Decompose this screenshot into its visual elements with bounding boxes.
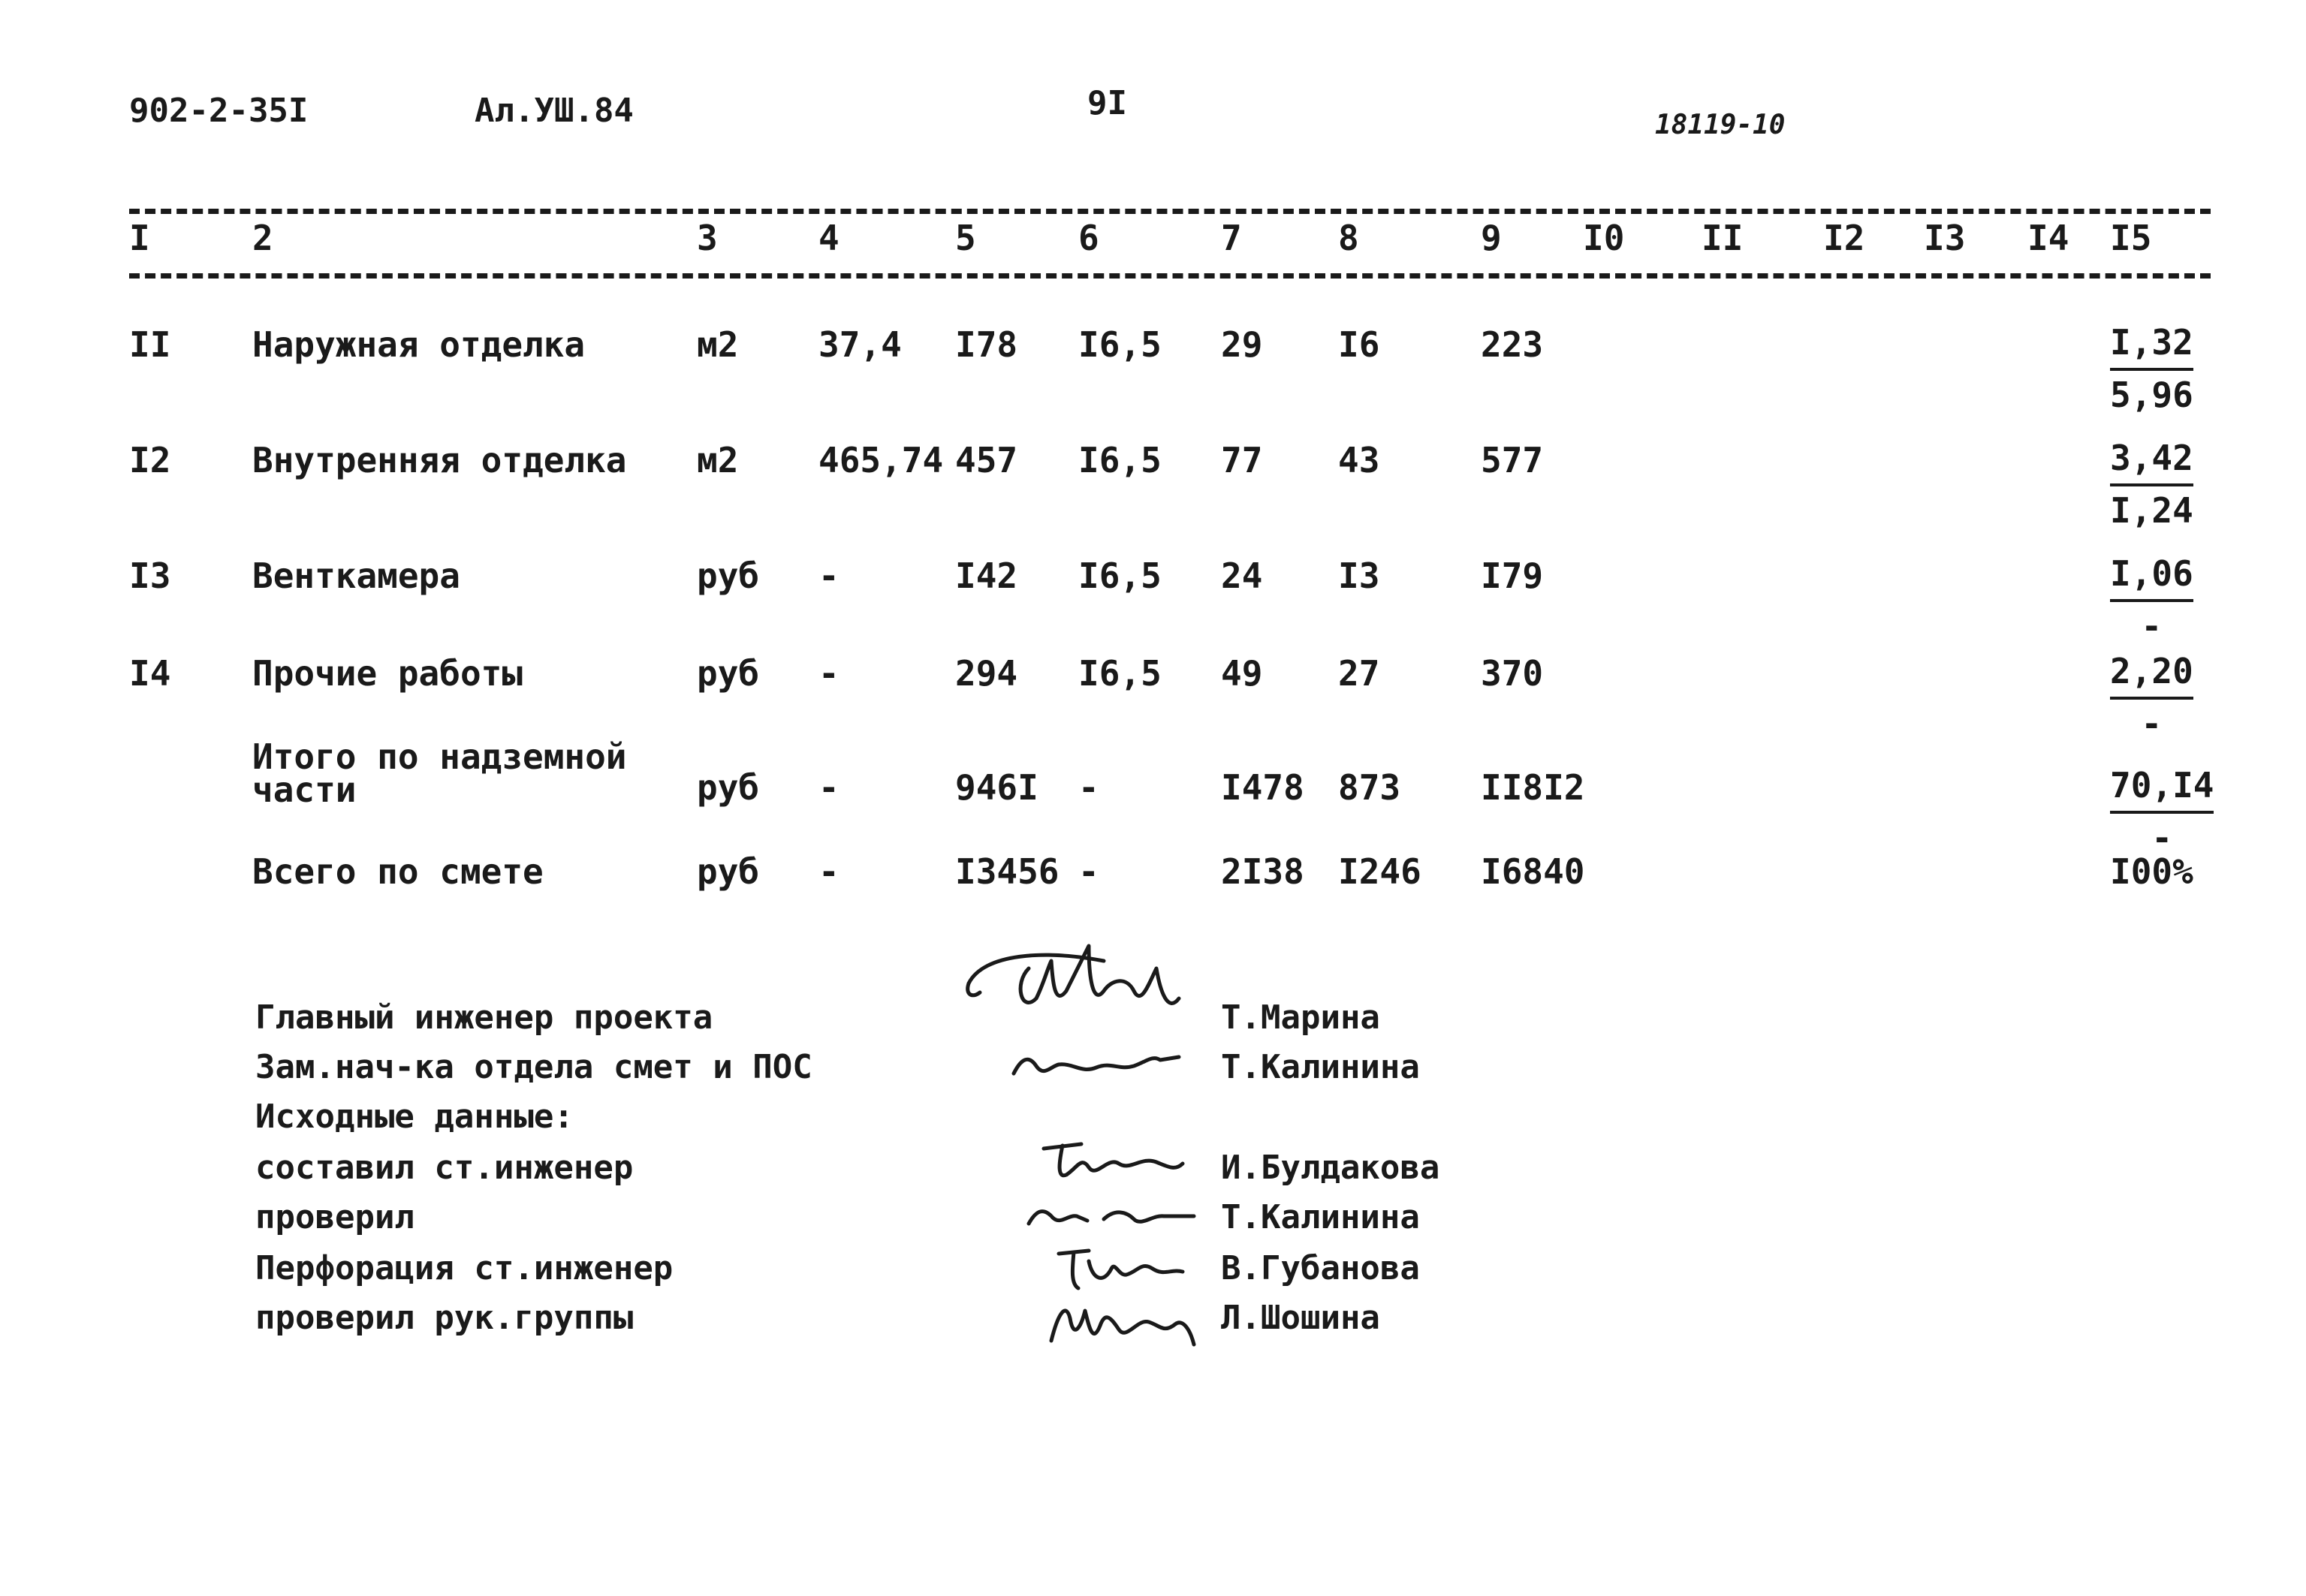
fraction-numerator: I,32: [2110, 318, 2193, 371]
signature-role: проверил: [255, 1198, 414, 1236]
document-code: 902-2-35I: [129, 92, 309, 130]
column-7-value: 49: [1221, 653, 1263, 694]
column-4-value: -: [818, 767, 840, 808]
signature-role: Перфорация ст.инженер: [255, 1249, 674, 1287]
column-4-value: 465,74: [818, 440, 944, 480]
signature-role: Главный инженер проекта: [255, 998, 713, 1037]
fraction-numerator: 3,42: [2110, 434, 2193, 486]
unit: руб: [697, 556, 760, 596]
subtotal-name-line-2: части: [252, 769, 357, 810]
column-4-value: 37,4: [818, 324, 902, 365]
column-8-value: 43: [1338, 440, 1380, 480]
handwritten-signature-kalinina: [1006, 1043, 1186, 1089]
fraction-denominator: -: [2141, 703, 2163, 745]
fraction-numerator: 70,I4: [2110, 761, 2214, 814]
column-5-value: 457: [955, 440, 1018, 480]
column-5-value: I42: [955, 556, 1018, 596]
row-number: II: [129, 324, 171, 365]
subtotal-name-line-1: Итого по надземной: [252, 736, 627, 777]
column-4-value: -: [818, 556, 840, 596]
unit: руб: [697, 767, 760, 808]
unit: м2: [697, 440, 739, 480]
signature-person: В.Губанова: [1221, 1249, 1420, 1287]
column-9-value: 370: [1481, 653, 1544, 694]
signature-role: проверил рук.группы: [255, 1299, 634, 1337]
signature-role: Зам.нач-ка отдела смет и ПОС: [255, 1048, 812, 1086]
column-header-2: 2: [252, 218, 273, 258]
column-header-13: I3: [1924, 218, 1966, 258]
column-15-fraction: [2110, 761, 2214, 863]
signature-person: Т.Калинина: [1221, 1048, 1420, 1086]
column-6-value: I6,5: [1078, 653, 1162, 694]
unit: м2: [697, 324, 739, 365]
column-7-value: 2I38: [1221, 851, 1304, 892]
column-9-value: 223: [1481, 324, 1544, 365]
column-header-11: II: [1702, 218, 1744, 258]
column-5-value: I78: [955, 324, 1018, 365]
column-header-15: I5: [2110, 218, 2152, 258]
column-7-value: 29: [1221, 324, 1263, 365]
column-9-value: II8I2: [1481, 767, 1585, 808]
handwritten-signature-buldakova: [1036, 1134, 1186, 1194]
column-header-7: 7: [1221, 218, 1242, 258]
fraction-numerator: I,06: [2110, 550, 2193, 602]
column-header-1: I: [129, 218, 150, 258]
column-8-value: I246: [1338, 851, 1421, 892]
row-number: I4: [129, 653, 171, 694]
table-header-rule: [129, 273, 2211, 279]
handwritten-signature-shoshina: [1044, 1288, 1209, 1356]
column-header-12: I2: [1823, 218, 1865, 258]
handwritten-signature-marina: [954, 938, 1194, 1036]
column-header-8: 8: [1338, 218, 1359, 258]
fraction-numerator: 2,20: [2110, 647, 2193, 700]
fraction-denominator: -: [2141, 606, 2163, 647]
column-8-value: I3: [1338, 556, 1380, 596]
column-6-value: I6,5: [1078, 556, 1162, 596]
column-header-5: 5: [955, 218, 976, 258]
column-header-6: 6: [1078, 218, 1099, 258]
column-9-value: I79: [1481, 556, 1544, 596]
column-15-fraction: [2110, 550, 2193, 651]
column-7-value: 77: [1221, 440, 1263, 480]
signature-person: Л.Шошина: [1221, 1299, 1380, 1337]
total-name: Всего по смете: [252, 851, 544, 892]
page-number: 9I: [1087, 84, 1127, 122]
column-5-value: I3456: [955, 851, 1060, 892]
album-number: Ал.УШ.84: [475, 92, 634, 130]
row-number: I2: [129, 440, 171, 480]
column-header-4: 4: [818, 218, 840, 258]
column-header-14: I4: [2027, 218, 2069, 258]
column-4-value: -: [818, 653, 840, 694]
signature-role: составил ст.инженер: [255, 1149, 634, 1187]
item-name: Прочие работы: [252, 653, 523, 694]
column-6-value: -: [1078, 851, 1099, 892]
column-6-value: -: [1078, 767, 1099, 808]
column-15-fraction: [2110, 318, 2193, 420]
column-4-value: -: [818, 851, 840, 892]
column-6-value: I6,5: [1078, 324, 1162, 365]
column-8-value: 873: [1338, 767, 1401, 808]
column-header-9: 9: [1481, 218, 1502, 258]
signature-person: Т.Марина: [1221, 998, 1380, 1037]
fraction-denominator: I,24: [2110, 490, 2193, 531]
column-15-fraction: [2110, 434, 2193, 535]
table-top-rule: [129, 209, 2211, 214]
column-5-value: 294: [955, 653, 1018, 694]
item-name: Наружная отделка: [252, 324, 586, 365]
signature-person: Т.Калинина: [1221, 1198, 1420, 1236]
handwritten-signature-kalinina-2: [1021, 1194, 1201, 1239]
fraction-denominator: 5,96: [2110, 375, 2193, 416]
unit: руб: [697, 653, 760, 694]
column-9-value: I6840: [1481, 851, 1585, 892]
column-6-value: I6,5: [1078, 440, 1162, 480]
item-name: Венткамера: [252, 556, 460, 596]
column-7-value: I478: [1221, 767, 1304, 808]
column-5-value: 946I: [955, 767, 1038, 808]
item-name: Внутренняя отделка: [252, 440, 627, 480]
column-9-value: 577: [1481, 440, 1544, 480]
column-8-value: I6: [1338, 324, 1380, 365]
column-7-value: 24: [1221, 556, 1263, 596]
column-header-10: I0: [1583, 218, 1625, 258]
column-15-value: I00%: [2110, 851, 2193, 892]
subtotal-name: [252, 736, 627, 810]
signature-section-label: Исходные данные:: [255, 1098, 574, 1136]
row-number: I3: [129, 556, 171, 596]
column-8-value: 27: [1338, 653, 1380, 694]
column-15-fraction: [2110, 647, 2193, 748]
inventory-stamp: 18119-10: [1655, 110, 1786, 140]
signature-person: И.Булдакова: [1221, 1149, 1440, 1187]
fraction-denominator: -: [2151, 818, 2173, 859]
column-header-3: 3: [697, 218, 718, 258]
unit: руб: [697, 851, 760, 892]
